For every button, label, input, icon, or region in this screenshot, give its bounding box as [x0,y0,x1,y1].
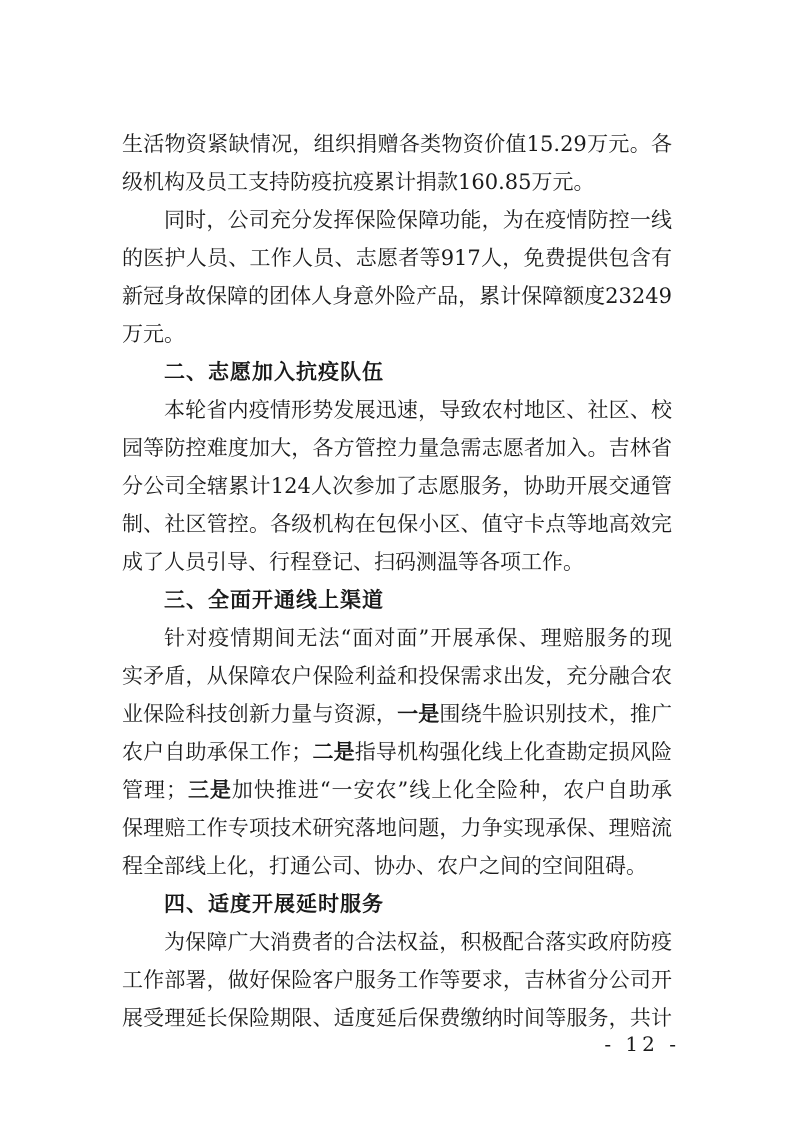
paragraph-2-line-3: 新冠身故保障的团体人身意外险产品，累计保障额度23249 [122,284,672,308]
text-segment: 指导机构强化线上化查勘定损风险 [354,740,673,764]
paragraph-3-line-5: 成了人员引导、行程登记、扫码测温等各项工作。 [122,550,584,574]
paragraph-4-line-3 [122,700,672,728]
text-segment: 围绕牛脸识别技术，推广 [439,702,673,726]
section-heading-2: 二、志愿加入抗疫队伍 [164,360,384,384]
paragraph-3-line-1: 本轮省内疫情形势发展迅速，导致农村地区、社区、校 [164,398,672,422]
text-segment: 业保险科技创新力量与资源， [122,702,398,726]
paragraph-2-line-2: 的医护人员、工作人员、志愿者等917人，免费提供包含有 [122,246,672,270]
paragraph-4-line-5 [122,776,672,804]
section-heading-3: 三、全面开通线上渠道 [164,588,384,612]
section-heading-4: 四、适度开展延时服务 [164,892,384,916]
paragraph-5-line-2: 工作部署，做好保险客户服务工作等要求，吉林省分公司开 [122,968,672,992]
paragraph-5-line-1: 为保障广大消费者的合法权益，积极配合落实政府防疫 [164,930,672,954]
paragraph-2-line-1: 同时，公司充分发挥保险保障功能，为在疫情防控一线 [164,208,672,232]
paragraph-5-line-3: 展受理延长保险期限、适度延后保费缴纳时间等服务，共计 [122,1006,672,1030]
paragraph-1-line-2: 级机构及员工支持防疫抗疫累计捐款160.85万元。 [122,170,595,194]
text-segment: 管理； [122,778,187,802]
text-segment: 农户自助承保工作； [122,740,313,764]
paragraph-3-line-2: 园等防控难度加大，各方管控力量急需志愿者加入。吉林省 [122,436,672,460]
paragraph-2-line-4: 万元。 [122,322,185,346]
paragraph-4-line-6: 保理赔工作专项技术研究落地问题，力争实现承保、理赔流 [122,816,672,840]
paragraph-4-line-7: 程全部线上化，打通公司、协办、农户之间的空间阻碍。 [122,854,647,878]
emphasis-first: 一是 [397,702,440,726]
text-segment: 加快推进“一安农”线上化全险种，农户自助承 [231,778,673,802]
paragraph-4-line-2: 实矛盾，从保障农户保险利益和投保需求出发，充分融合农 [122,664,672,688]
paragraph-1-line-1: 生活物资紧缺情况，组织捐赠各类物资价值15.29万元。各 [122,132,672,156]
emphasis-third: 三是 [186,778,232,802]
paragraph-3-line-3: 分公司全辖累计124人次参加了志愿服务，协助开展交通管 [122,474,672,498]
emphasis-second: 二是 [312,740,355,764]
paragraph-4-line-1: 针对疫情期间无法“面对面”开展承保、理赔服务的现 [164,626,672,650]
paragraph-4-line-4 [122,738,672,766]
page-number: - 12 - [604,1032,680,1056]
paragraph-3-line-4: 制、社区管控。各级机构在包保小区、值守卡点等地高效完 [122,512,672,536]
